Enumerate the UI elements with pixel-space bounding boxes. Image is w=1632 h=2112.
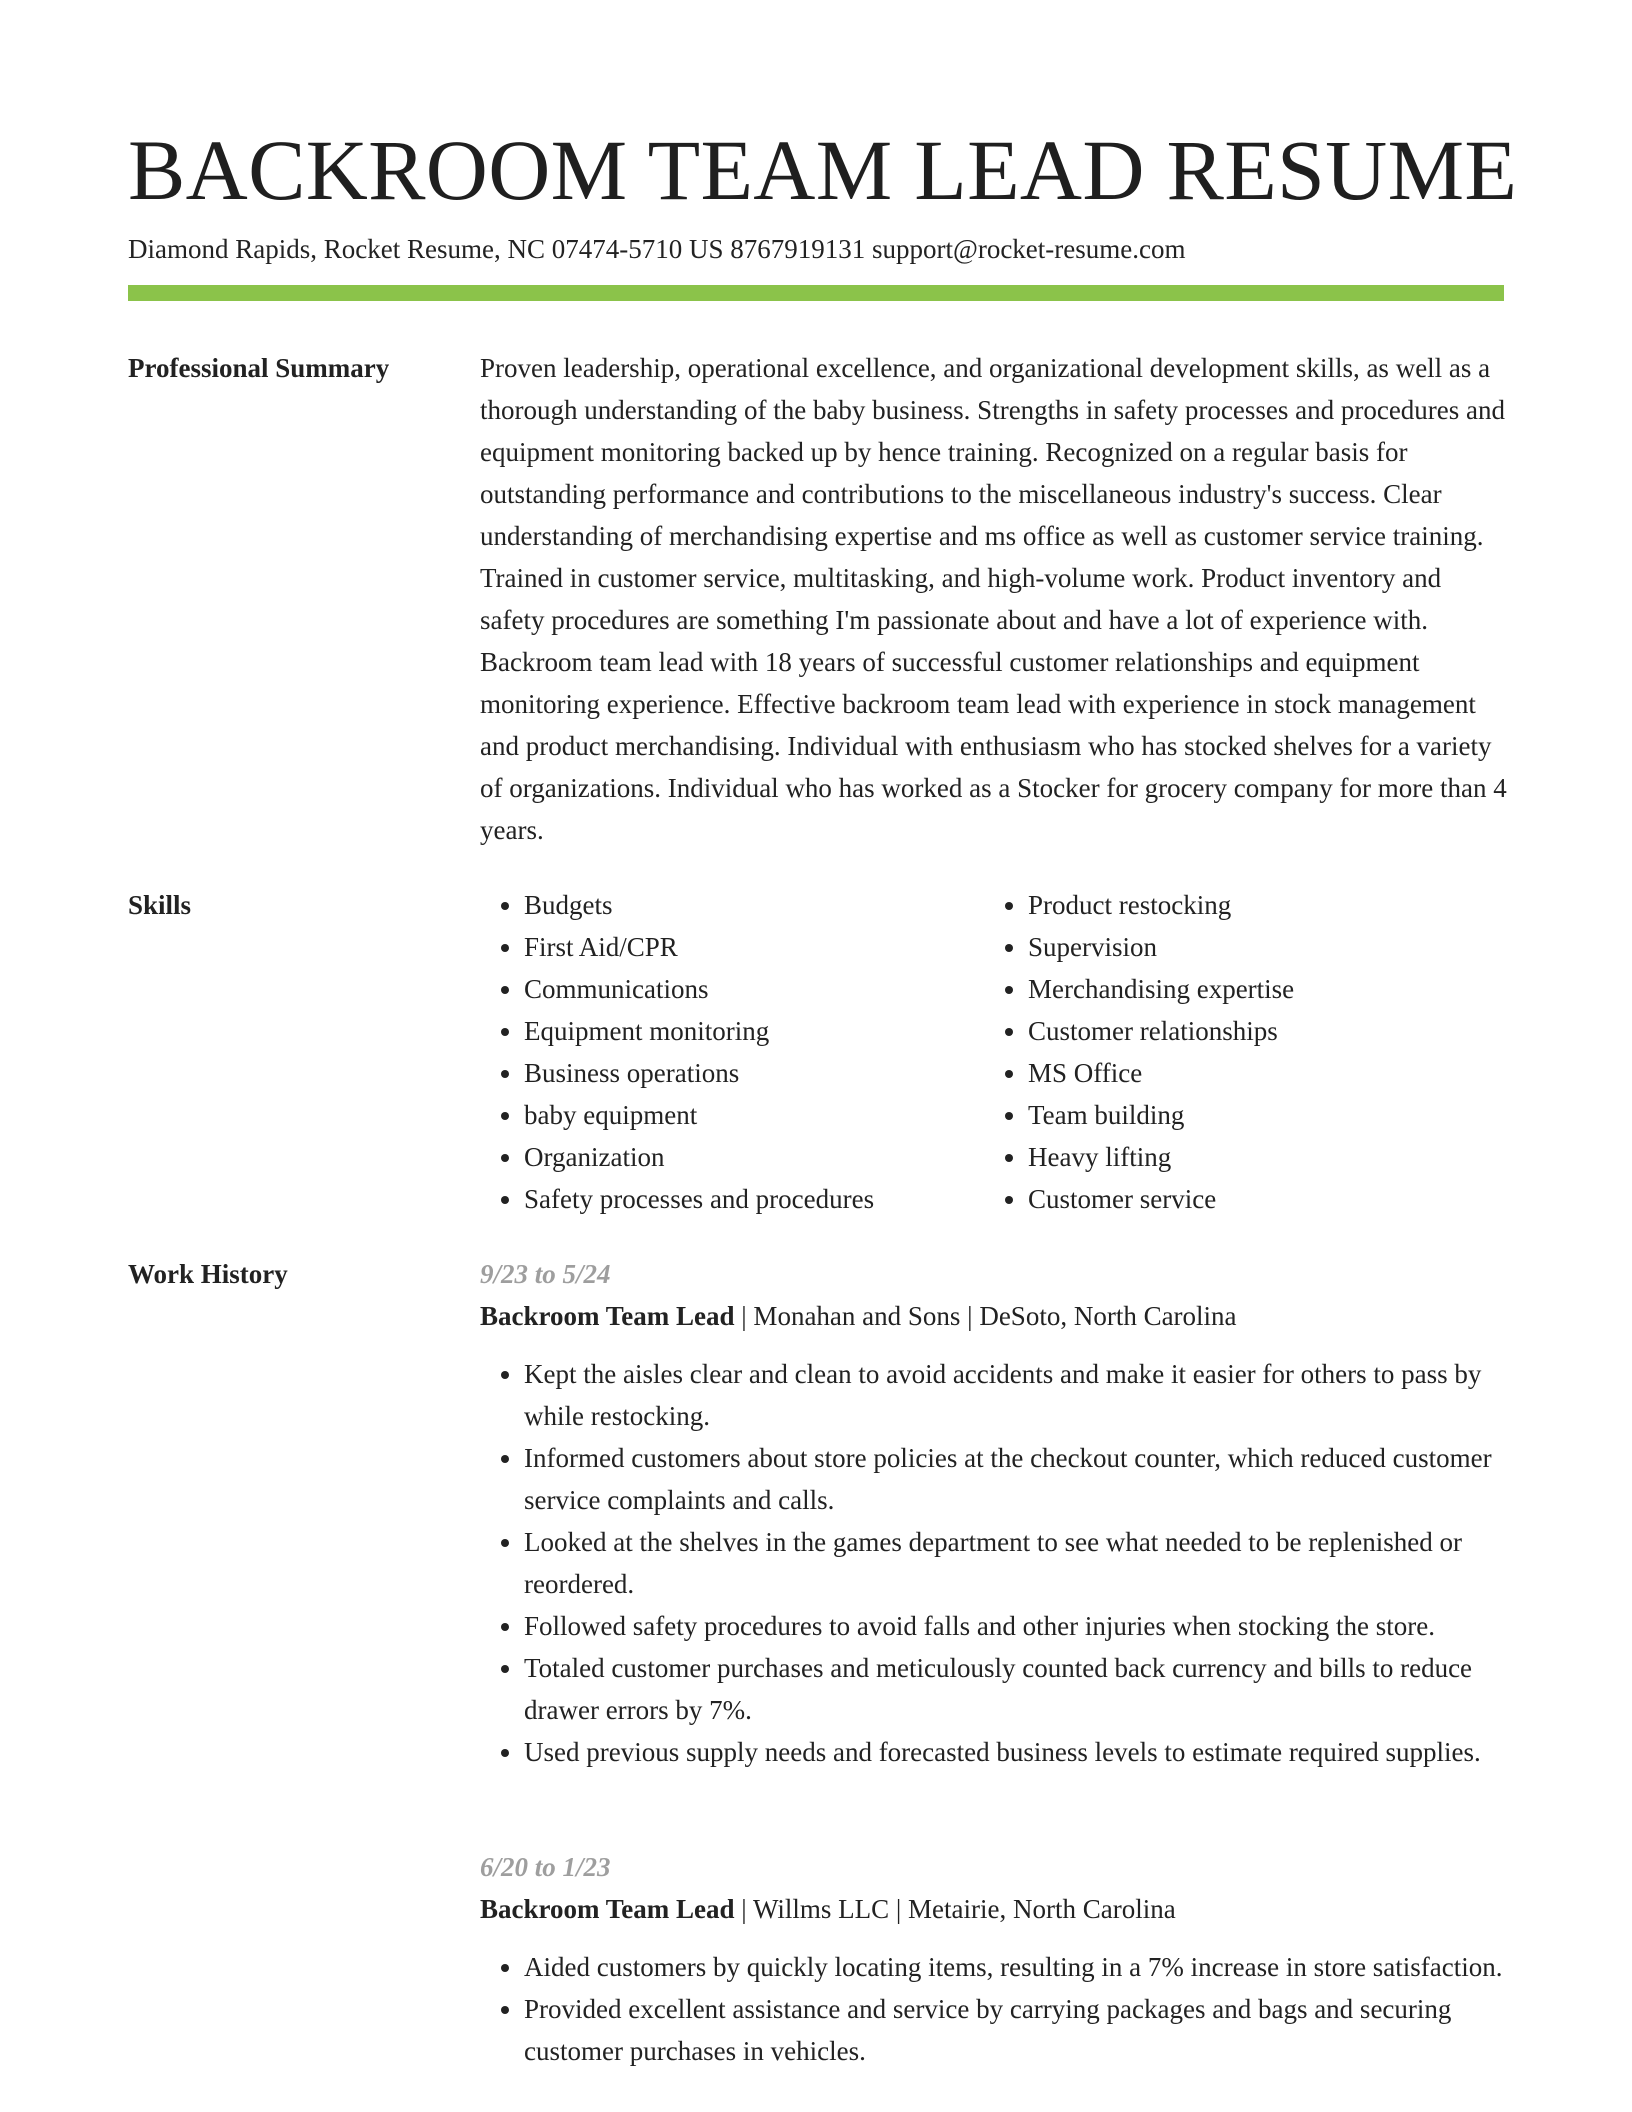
skill-item: • Organization [524, 1136, 874, 1178]
job-heading [480, 1295, 1510, 1337]
skill-item: • baby equipment [524, 1094, 874, 1136]
contact-info: Diamond Rapids, Rocket Resume, NC 07474-5710 US 8767919131 support@rocket-resume.com [128, 234, 1186, 264]
skill-item: • Communications [524, 968, 874, 1010]
skill-item: • Supervision [1028, 926, 1294, 968]
job-entry [480, 1253, 1510, 1773]
work-history-heading: Work History [128, 1259, 288, 1289]
skill-item: • Customer relationships [1028, 1010, 1294, 1052]
skill-item: • MS Office [1028, 1052, 1294, 1094]
summary-body [480, 347, 1510, 851]
skill-item: • Business operations [524, 1052, 874, 1094]
resume-title: BACKROOM TEAM LEAD RESUME [128, 122, 1518, 218]
job-bullet: • Used previous supply needs and forecasted business levels to estimate required supplies. [524, 1731, 1510, 1773]
skill-item: • Customer service [1028, 1178, 1294, 1220]
skill-item: • First Aid/CPR [524, 926, 874, 968]
summary-text: Proven leadership, operational excellence, and organizational development skills, as well as a thorough understanding of the baby business. Strengths in safety processes and procedures and equipment monitoring backed up by hence training. Recognized on a regular basis for outstanding performance and contributions to the miscellaneous industry's success. Clear understanding of merchandising expertise and ms office as well as customer service training. Trained in customer service, multitasking, and high-volume work. Product inventory and safety procedures are something I'm passionate about and have a lot of experience with. Backroom team lead with 18 years of successful customer relationships and equipment monitoring experience. Effective backroom team lead with experience in stock management and product merchandising. Individual with enthusiasm who has stocked shelves for a variety of organizations. Individual who has worked as a Stocker for grocery company for more than 4 years. [480, 353, 1507, 845]
job-heading [480, 1888, 1510, 1930]
skill-item: • Merchandising expertise [1028, 968, 1294, 1010]
job-title: Backroom Team Lead [480, 1894, 735, 1924]
skills-list-left [480, 884, 874, 1220]
skill-item: • Product restocking [1028, 884, 1294, 926]
skill-item: • Budgets [524, 884, 874, 926]
summary-heading: Professional Summary [128, 353, 390, 383]
skill-item: • Safety processes and procedures [524, 1178, 874, 1220]
job-bullet: • Looked at the shelves in the games department to see what needed to be replenished or reordered. [524, 1521, 1510, 1605]
skill-item: • Team building [1028, 1094, 1294, 1136]
skill-item: • Heavy lifting [1028, 1136, 1294, 1178]
job-bullet: • Aided customers by quickly locating items, resulting in a 7% increase in store satisfaction. [524, 1946, 1510, 1988]
job-title: Backroom Team Lead [480, 1301, 735, 1331]
job-dates: 9/23 to 5/24 [480, 1259, 611, 1289]
skill-item: • Equipment monitoring [524, 1010, 874, 1052]
header-divider [128, 285, 1504, 301]
job-bullet: • Totaled customer purchases and meticulously counted back currency and bills to reduce drawer errors by 7%. [524, 1647, 1510, 1731]
job-bullet: • Informed customers about store policies at the checkout counter, which reduced customer service complaints and calls. [524, 1437, 1510, 1521]
skills-heading: Skills [128, 890, 192, 920]
job-bullets [480, 1946, 1510, 2072]
job-bullets [480, 1353, 1510, 1773]
job-details: | Willms LLC | Metairie, North Carolina [734, 1894, 1176, 1924]
skills-list-right [984, 884, 1294, 1220]
job-details: | Monahan and Sons | DeSoto, North Carolina [734, 1301, 1237, 1331]
job-bullet: • Followed safety procedures to avoid falls and other injuries when stocking the store. [524, 1605, 1510, 1647]
job-dates: 6/20 to 1/23 [480, 1852, 611, 1882]
job-bullet: • Provided excellent assistance and service by carrying packages and bags and securing customer purchases in vehicles. [524, 1988, 1510, 2072]
job-bullet: • Kept the aisles clear and clean to avoid accidents and make it easier for others to pass by while restocking. [524, 1353, 1510, 1437]
job-entry [480, 1846, 1510, 2072]
